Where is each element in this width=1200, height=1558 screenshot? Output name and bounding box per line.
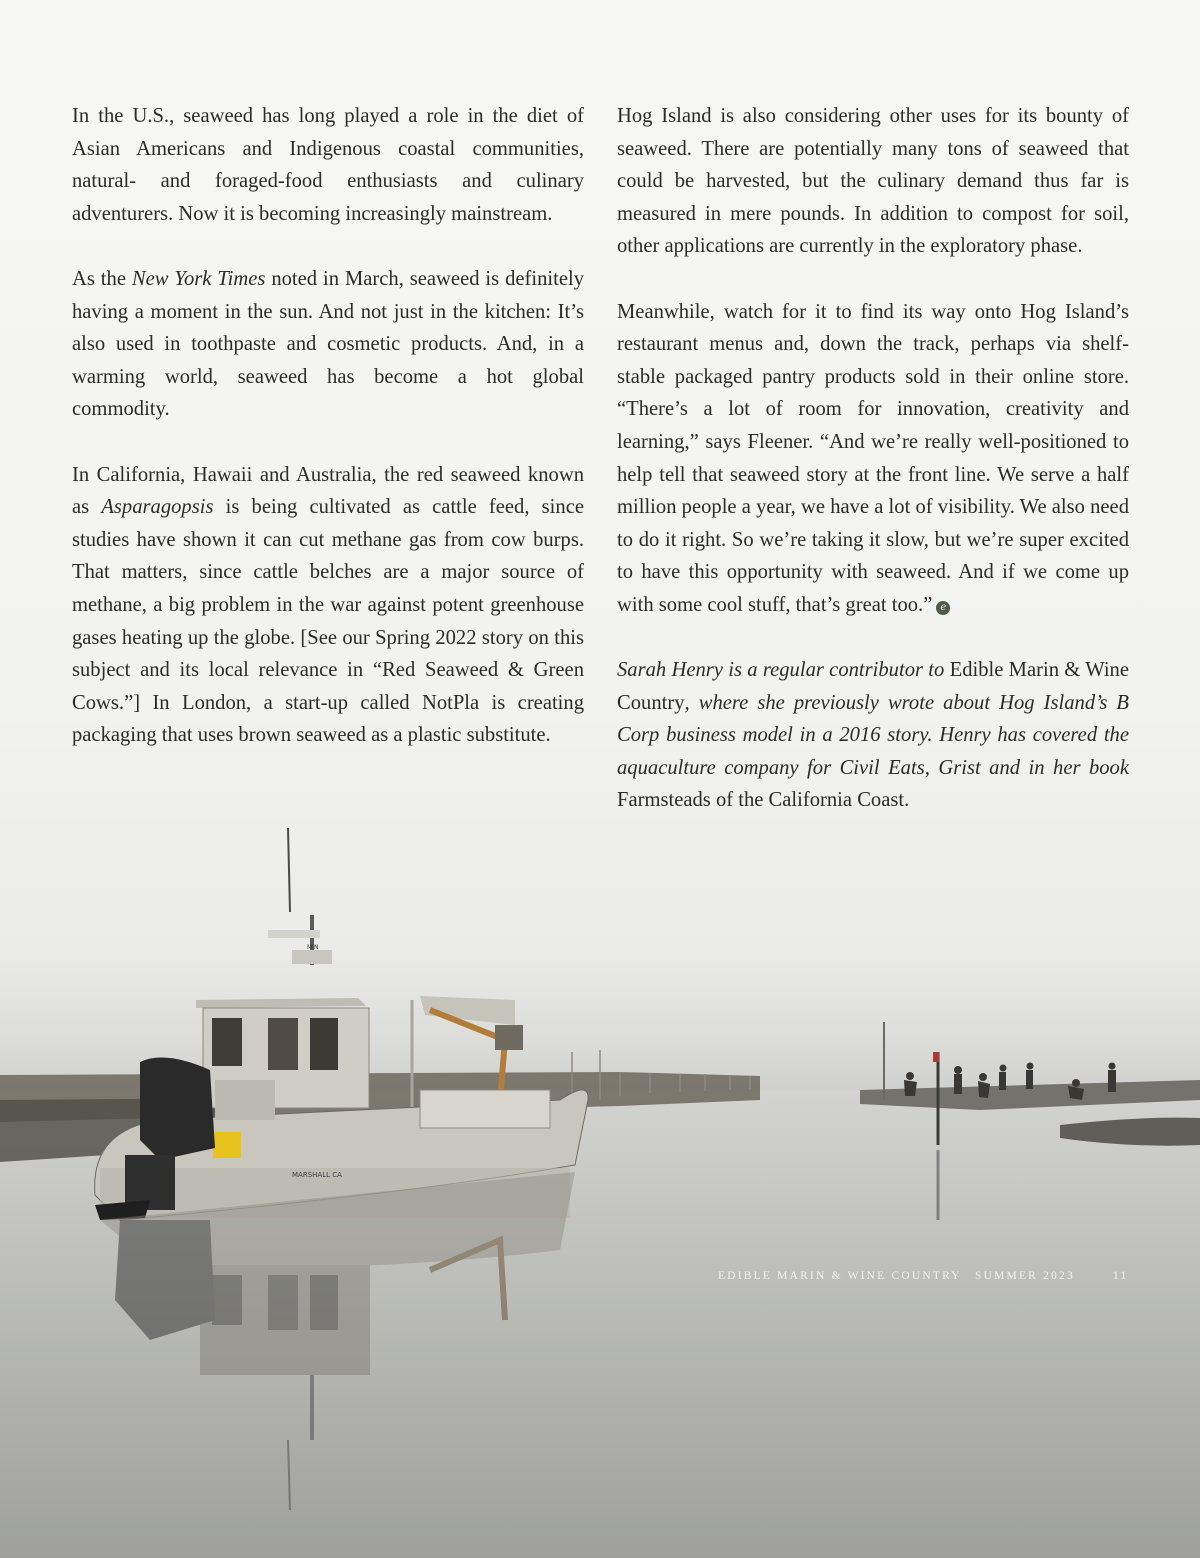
end-of-story-icon: e: [936, 601, 950, 615]
author-bio: Sarah Henry is a regular contributor to Edible Marin & Wine Country, where she previously wrote about Hog Island’s B Corp business model in a 2016 story. Henry has covered the aquaculture company for Civil Eats, Grist and in her book Farmsteads of the California Coast.: [617, 659, 1129, 812]
species-name: Asparagopsis: [101, 496, 214, 519]
footer-magazine-name: EDIBLE MARIN & WINE COUNTRY: [718, 1270, 962, 1282]
paragraph-asparagopsis: In California, Hawaii and Australia, the red seaweed known as Asparagopsis is being cultivated as cattle feed, since studies have shown it can cut methane gas from cow burps. That matters, since cattle belches are a major source of methane, a big problem in the war against potent greenhouse gases heating up the globe. [See our Spring 2022 story on this subject and its local relevance in “Red Seaweed & Green Cows.”] In London, a start-up called NotPla is creating packaging that uses brown seaweed as a plastic substitute.: [72, 463, 584, 747]
publication-title: New York Times: [131, 267, 266, 290]
svg-text:MIN: MIN: [307, 944, 319, 951]
paragraph-hog-island-uses: Hog Island is also considering other uses for its bounty of seaweed. There are potentially many tons of seaweed that could be harvested, but the culinary demand thus far is measured in mere pounds. In addition to compost for soil, other applications are currently in the exploratory phase.: [617, 105, 1129, 258]
paragraph-seaweed-diet: In the U.S., seaweed has long played a role in the diet of Asian Americans and Indigenous coastal communities, natural- and foraged-food enthusiasts and culinary adventurers. Now it is becoming increasingly mainstream.: [72, 105, 584, 225]
page-footer: [0, 1270, 1200, 1290]
footer-issue: SUMMER 2023: [975, 1270, 1075, 1282]
work-boat: [95, 828, 588, 1220]
magazine-name: Edible Marin & Wine Country: [617, 659, 1129, 714]
oyster-farm-boat-photo: [0, 800, 1200, 1558]
left-column: [72, 100, 584, 784]
page-number: 11: [1113, 1270, 1129, 1282]
paragraph-fleener-quote: Meanwhile, watch for it to find its way onto Hog Island’s restaurant menus and, down the track, perhaps via shelf-stable packaged pantry products sold in their online store. “There’s a lot of room for innovation, creativity and learning,” says Fleener. “And we’re really well-positioned to help tell that seaweed story at the front line. We serve a half million people a year, we have a lot of visibility. We also need to do it right. So we’re taking it slow, but we’re super excited to have this opportunity with seaweed. And if we come up with some cool stuff, that’s great too.” e: [617, 300, 1129, 616]
svg-text:MARSHALL CA: MARSHALL CA: [292, 1171, 342, 1179]
right-column: [617, 100, 1129, 850]
book-title: Farmsteads of the California Coast.: [617, 789, 910, 812]
paragraph-nyt-mention: As the New York Times noted in March, seaweed is definitely having a moment in the sun. And not just in the kitchen: It’s also used in toothpaste and cosmetic products. And, in a warming world, seaweed has become a hot global commodity.: [72, 267, 584, 421]
